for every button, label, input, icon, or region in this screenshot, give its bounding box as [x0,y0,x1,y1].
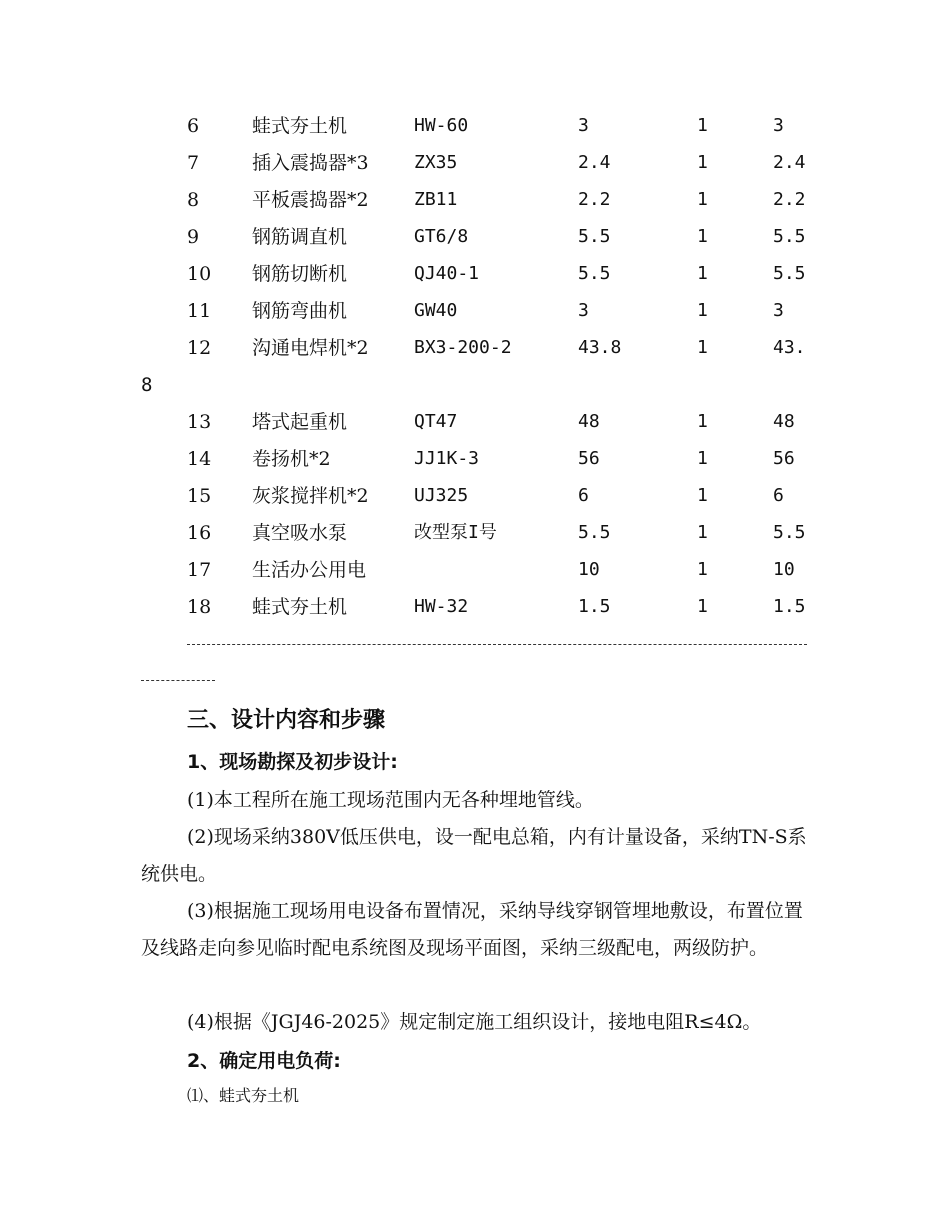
equipment-name: 卷扬机*2 [252,448,331,470]
total-power: 2.2 [773,189,806,210]
quantity: 1 [697,152,708,173]
quantity: 1 [697,522,708,543]
equipment-model: HW-60 [414,115,469,136]
total-power: 56 [773,448,795,469]
table-row [0,481,950,511]
quantity: 1 [697,337,708,358]
total-power: 5.5 [773,522,806,543]
row-number: 11 [187,300,212,322]
paragraph: (4)根据《JGJ46-2025》规定制定施工组织设计，接地电阻R≤4Ω。 [187,1011,762,1033]
total-power: 6 [773,485,784,506]
equipment-name: 蛙式夯土机 [252,596,348,618]
row-number: 14 [187,448,212,470]
paragraph: (3)根据施工现场用电设备布置情况，采纳导线穿钢管埋地敷设，布置位置及线路走向参见临时配电系统图及现场平面图，采纳三级配电，两级防护。 [141,900,803,959]
table-row [0,111,950,141]
equipment-name: 真空吸水泵 [252,522,348,544]
row-number: 13 [187,411,212,433]
table-row [0,148,950,178]
equipment-model: JJ1K-3 [414,448,480,469]
row-number: 15 [187,485,212,507]
list-item: ⑴、蛙式夯土机 [187,1086,300,1105]
total-power: 43. [773,337,806,358]
quantity: 1 [697,559,708,580]
equipment-model: QT47 [414,411,458,432]
paragraph: (2)现场采纳380V低压供电，设一配电总箱，内有计量设备，采纳TN-S系统供电。 [141,826,807,885]
equipment-model: UJ325 [414,485,469,506]
row-number: 12 [187,337,212,359]
total-power: 2.4 [773,152,806,173]
quantity: 1 [697,485,708,506]
section-heading: 三、设计内容和步骤 [187,708,386,733]
equipment-name: 插入震捣器*3 [252,152,369,174]
equipment-name: 生活办公用电 [252,559,367,581]
equipment-model: HW-32 [414,596,469,617]
rated-power: 2.4 [578,152,611,173]
table-row [0,592,950,622]
table-row [0,296,950,326]
rated-power: 5.5 [578,226,611,247]
quantity: 1 [697,596,708,617]
row-number: 8 [187,189,200,211]
rated-power: 56 [578,448,600,469]
quantity: 1 [697,263,708,284]
rated-power: 2.2 [578,189,611,210]
total-power: 5.5 [773,226,806,247]
row-number: 18 [187,596,212,618]
total-power: 1.5 [773,596,806,617]
table-row [0,555,950,585]
total-power: 5.5 [773,263,806,284]
table-row [0,444,950,474]
quantity: 1 [697,189,708,210]
equipment-name: 钢筋切断机 [252,263,348,285]
table-bottom-divider-continuation [141,680,215,681]
rated-power: 5.5 [578,522,611,543]
row-number: 16 [187,522,212,544]
quantity: 1 [697,300,708,321]
table-row [0,185,950,215]
table-row [0,518,950,548]
paragraph: (1)本工程所在施工现场范围内无各种埋地管线。 [187,789,594,811]
rated-power: 10 [578,559,600,580]
row-number: 7 [187,152,200,174]
quantity: 1 [697,411,708,432]
table-row [0,407,950,437]
table-row [0,222,950,252]
rated-power: 3 [578,115,589,136]
equipment-name: 沟通电焊机*2 [252,337,369,359]
quantity: 1 [697,448,708,469]
quantity: 1 [697,115,708,136]
equipment-model: ZB11 [414,189,458,210]
equipment-name: 塔式起重机 [252,411,348,433]
equipment-name: 灰浆搅拌机*2 [252,485,369,507]
total-power: 48 [773,411,795,432]
equipment-model: GW40 [414,300,458,321]
rated-power: 3 [578,300,589,321]
rated-power: 5.5 [578,263,611,284]
row-number: 10 [187,263,212,285]
total-power: 3 [773,300,784,321]
table-row [0,259,950,289]
row-number: 9 [187,226,200,248]
row-number: 6 [187,115,200,137]
table-bottom-divider [187,644,807,645]
table-row [0,333,950,363]
equipment-name: 钢筋弯曲机 [252,300,348,322]
equipment-model: ZX35 [414,152,458,173]
rated-power: 1.5 [578,596,611,617]
rated-power: 6 [578,485,589,506]
equipment-name: 蛙式夯土机 [252,115,348,137]
wrapped-total-continuation: 8 [141,374,153,396]
subsection-heading: 1、现场勘探及初步设计: [187,751,398,773]
equipment-name: 平板震捣器*2 [252,189,369,211]
row-number: 17 [187,559,212,581]
subsection-heading: 2、确定用电负荷: [187,1050,341,1072]
equipment-model: 改型泵I号 [414,522,497,543]
total-power: 10 [773,559,795,580]
total-power: 3 [773,115,784,136]
rated-power: 43.8 [578,337,622,358]
equipment-model: BX3-200-2 [414,337,512,358]
quantity: 1 [697,226,708,247]
equipment-name: 钢筋调直机 [252,226,348,248]
equipment-model: QJ40-1 [414,263,480,284]
equipment-model: GT6/8 [414,226,469,247]
rated-power: 48 [578,411,600,432]
